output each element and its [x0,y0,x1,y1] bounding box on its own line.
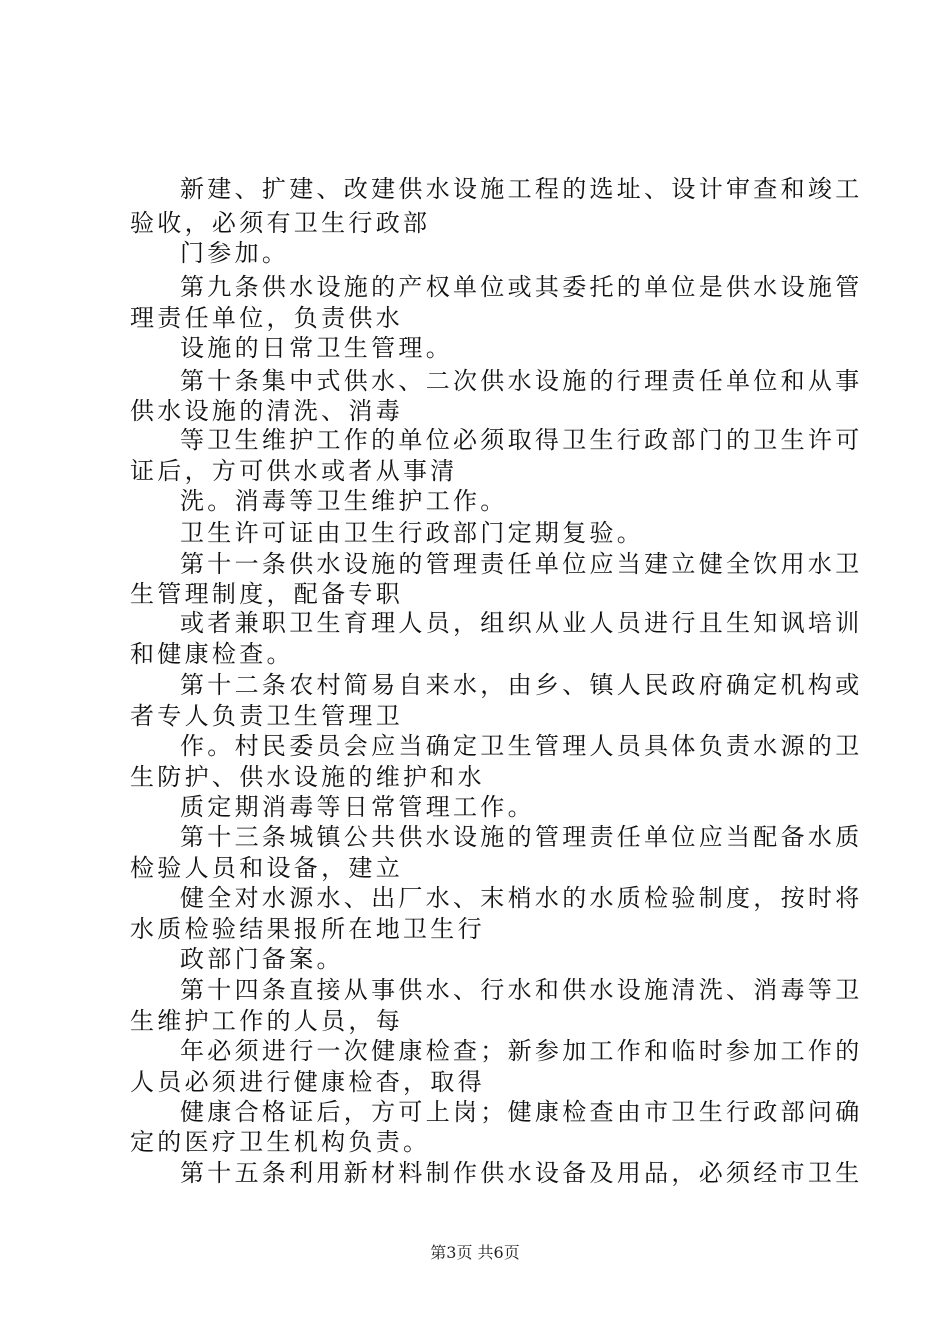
page-number: 第3页 共6页 [430,1243,520,1262]
text-line: 第九条供水设施的产权单位或其委托的单位是供水设施管 [180,273,863,301]
text-line: 政部门备案。 [180,945,344,973]
text-line: 第十二条农村简易自来水，由乡、镇人民政府确定机构或 [180,671,863,699]
text-line: 健康合格证后，方可上岗；健康检查由市卫生行政部问确 [180,1098,863,1126]
text-line: 生防护、供水设施的维护和水 [130,763,485,791]
text-line: 第十三条城镇公共供水设施的管理责任单位应当配备水质 [180,823,863,851]
text-line: 验收，必须有卫生行政部 [130,209,431,237]
text-line: 质定期消毒等日常管理工作。 [180,793,535,821]
text-line: 证后，方可供水或者从事清 [130,457,458,485]
text-line: 检验人员和设备，建立 [130,854,403,882]
text-line: 洗。消毒等卫生维护工作。 [180,487,508,515]
text-line: 第十五条利用新材料制作供水设备及用品，必须经市卫生 [180,1159,863,1187]
text-line: 健全对水源水、出厂水、末梢水的水质检验制度，按时将 [180,884,863,912]
text-line: 人员必须进行健康检杳，取得 [130,1068,485,1096]
text-line: 卫生许可证由卫生行政部门定期复验。 [180,519,645,547]
text-line: 供水设施的清洗、消毒 [130,397,403,425]
text-line: 生维护工作的人员，每 [130,1007,403,1035]
text-line: 和健康检查。 [130,640,294,668]
text-line: 理责任单位，负责供水 [130,304,403,332]
text-line: 年必须进行一次健康检查；新参加工作和临时参加工作的 [180,1037,863,1065]
text-line: 者专人负责卫生管理卫 [130,702,403,730]
text-line: 第十四条直接从事供水、行水和供水设施清洗、消毒等卫 [180,976,863,1004]
text-line: 设施的日常卫生管理。 [180,334,453,362]
text-line: 门参加。 [180,239,290,267]
text-line: 第十条集中式供水、二次供水设施的行理责任单位和从事 [180,367,863,395]
text-line: 生管理制度，配备专职 [130,580,403,608]
text-line: 新建、扩建、改建供水设施工程的选址、设计审查和竣工 [180,175,863,203]
text-line: 或者兼职卫生育理人员，组织从业人员进行且生知讽培训 [180,609,863,637]
text-line: 定的医疗卫生机构负责。 [130,1128,431,1156]
text-line: 作。村民委员会应当确定卫生管理人员具体负责水源的卫 [180,732,863,760]
text-line: 第十一条供水设施的管理责任单位应当建立健全饮用水卫 [180,550,863,578]
text-line: 水质检验结果报所在地卫生行 [130,915,485,943]
text-line: 等卫生维护工作的单位必须取得卫生行政部门的卫生许可 [180,426,863,454]
